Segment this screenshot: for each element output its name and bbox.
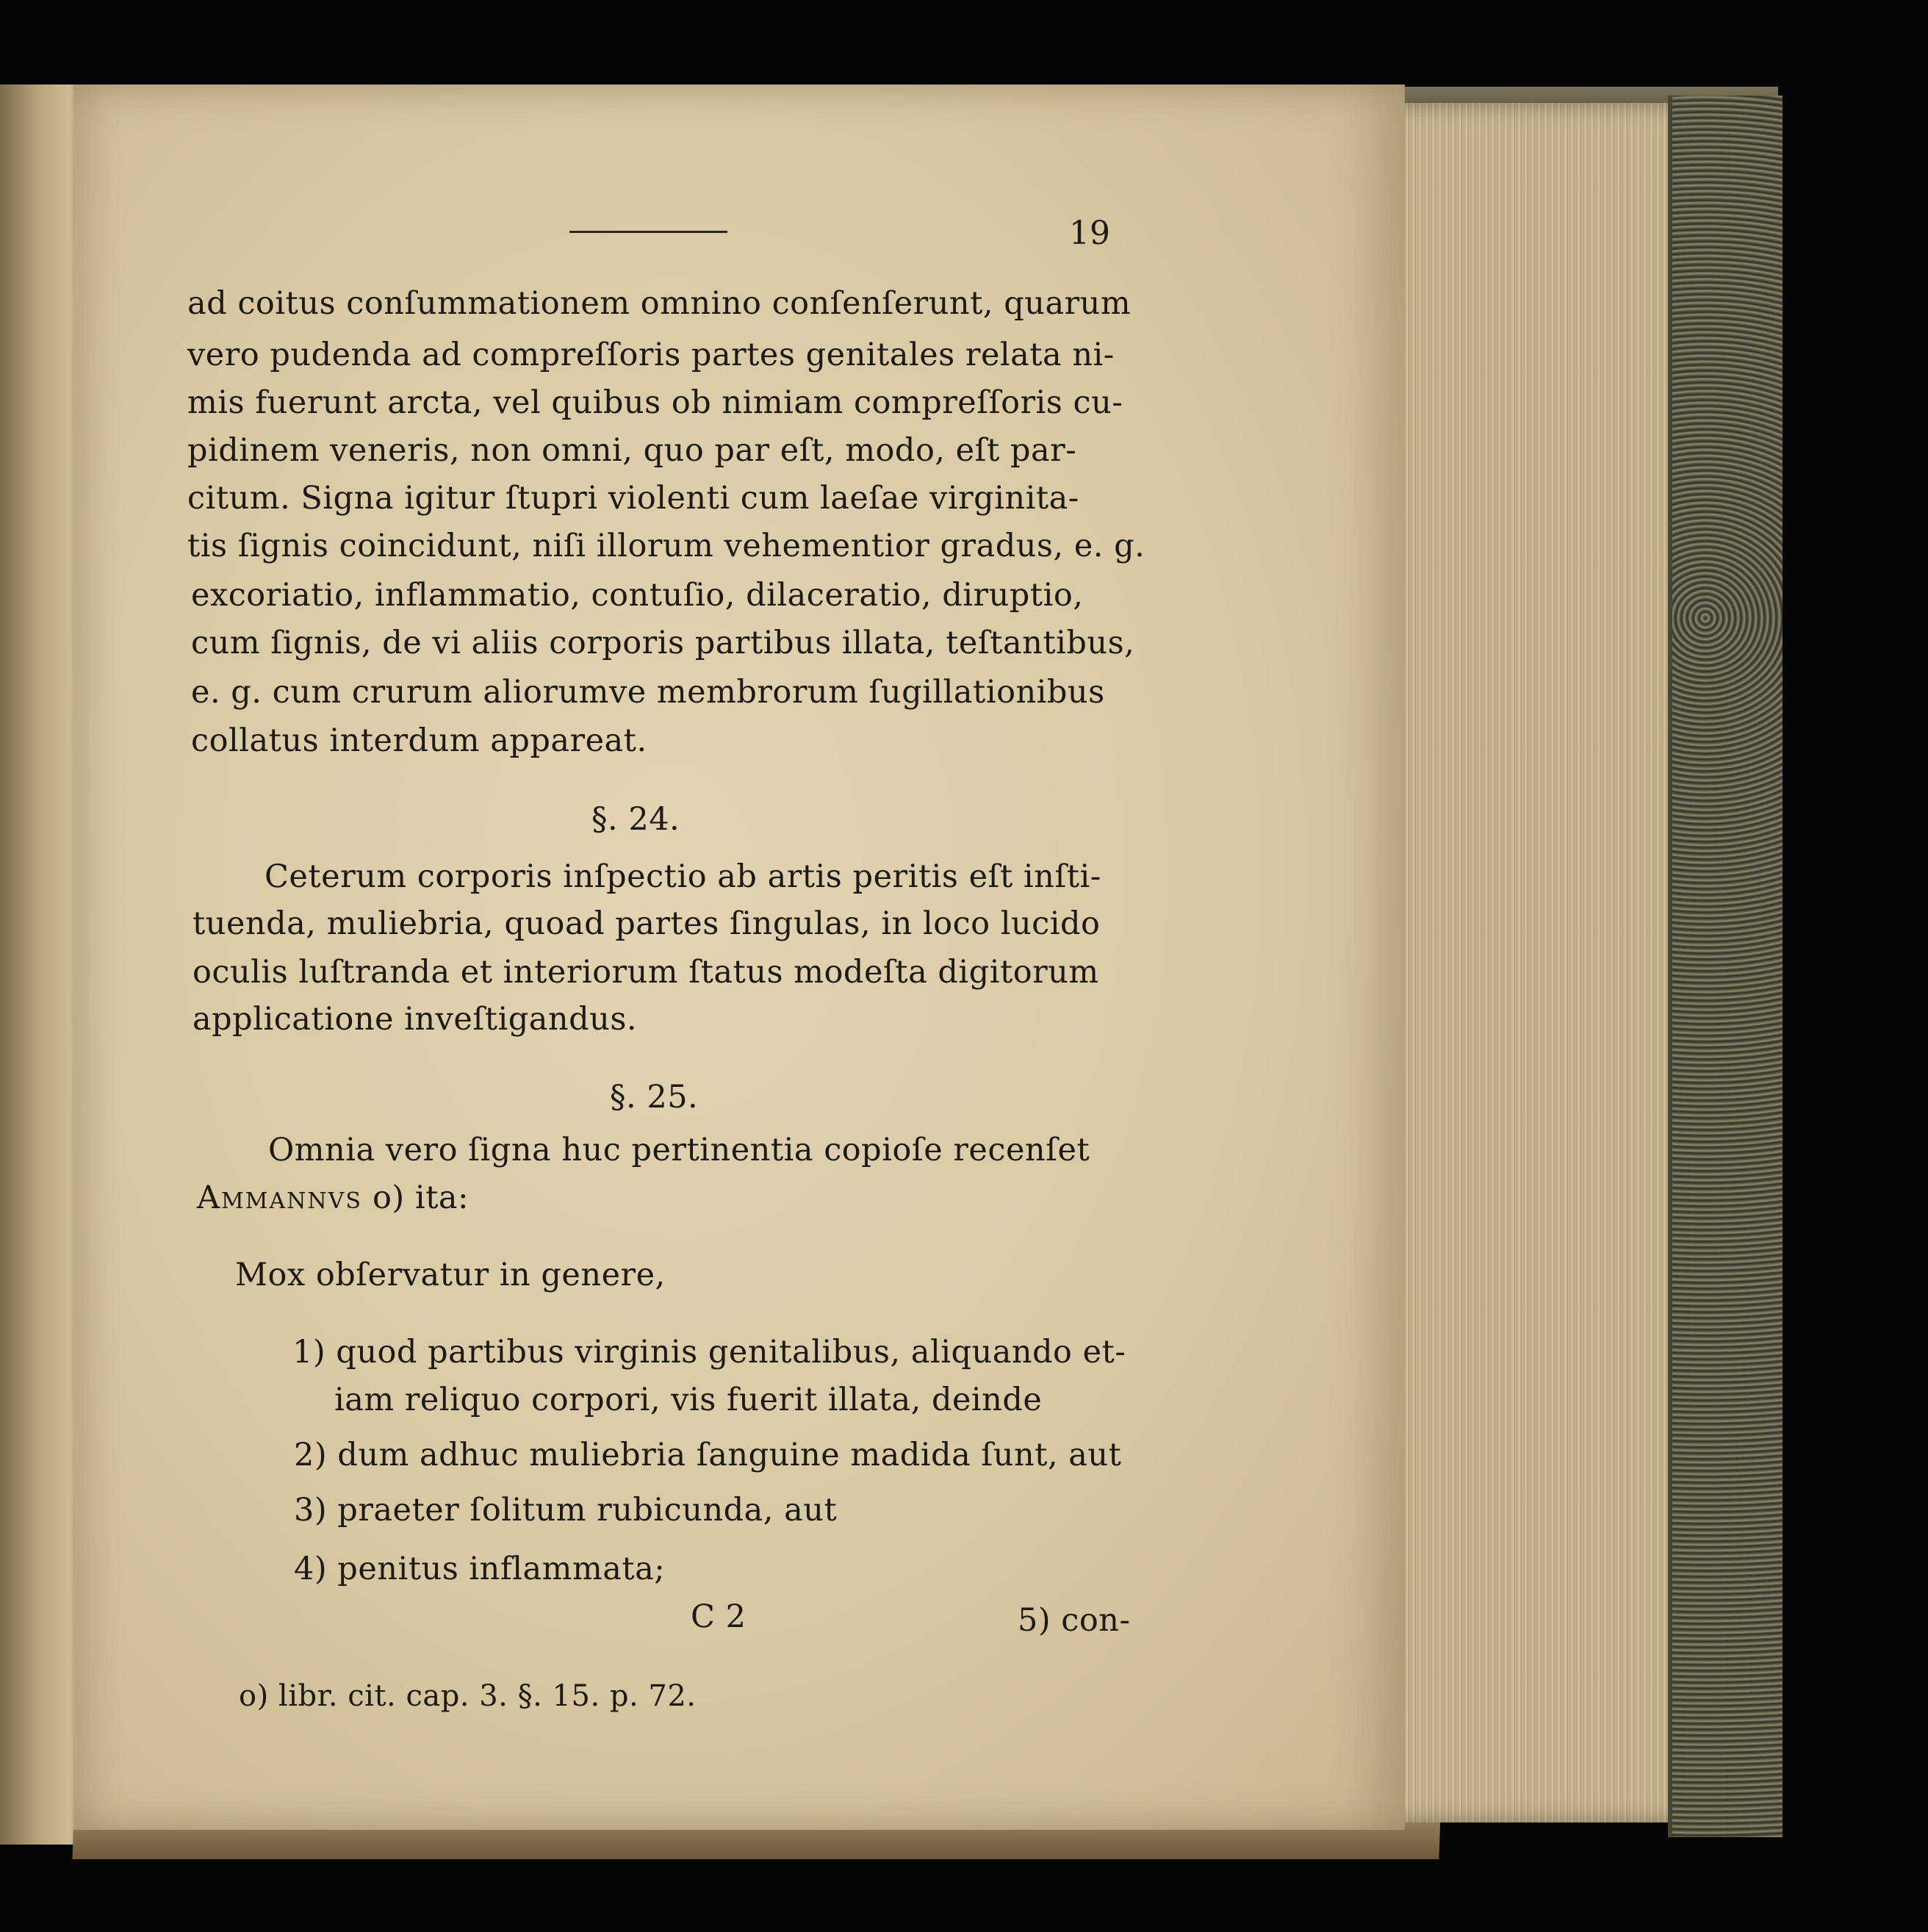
text-line: pidinem veneris, non omni, quo par eſt, modo, eſt par- — [187, 432, 1077, 469]
intro-line: Mox obſervatur in genere, — [235, 1257, 666, 1293]
list-item: 4) penitus inflammata; — [294, 1551, 666, 1587]
text-line: oculis luſtranda et interiorum ſtatus modeſta digitorum — [193, 954, 1099, 991]
list-item: 1) quod partibus virginis genitalibus, aliquando et- — [292, 1334, 1126, 1371]
header-rule — [569, 231, 727, 233]
author-name: Ammannvs — [197, 1179, 362, 1216]
page-number: 19 — [1069, 215, 1110, 252]
signature-mark: C 2 — [691, 1598, 747, 1635]
text-line: citum. Signa igitur ſtupri violenti cum laeſae virginita- — [187, 480, 1079, 517]
list-item: iam reliquo corpori, vis fuerit illata, deinde — [334, 1382, 1043, 1418]
footnote: o) libr. cit. cap. 3. §. 15. p. 72. — [239, 1679, 697, 1713]
catchword: 5) con- — [1018, 1602, 1131, 1639]
author-line — [197, 1179, 469, 1216]
section-heading: §. 25. — [610, 1079, 699, 1116]
page-block-edges — [1396, 103, 1712, 1823]
text-line: collatus interdum appareat. — [191, 722, 647, 759]
text-line: e. g. cum crurum aliorumve membrorum ſugillationibus — [191, 674, 1105, 711]
marbled-cover — [1668, 96, 1783, 1837]
text-line: mis fuerunt arcta, vel quibus ob nimiam compreſſoris cu- — [187, 384, 1123, 421]
text-line: cum ſignis, de vi aliis corporis partibus illata, teſtantibus, — [191, 625, 1135, 661]
text-line: Omnia vero ſigna huc pertinentia copioſe recenſet — [268, 1132, 1090, 1168]
list-item: 2) dum adhuc muliebria ſanguine madida ſunt, aut — [294, 1437, 1122, 1473]
author-suffix: o) ita: — [362, 1179, 470, 1216]
text-line: applicatione inveſtigandus. — [193, 1001, 638, 1038]
list-item: 3) praeter ſolitum rubicunda, aut — [294, 1492, 838, 1529]
text-line: tuenda, muliebria, quoad partes ſingulas, in loco lucido — [193, 905, 1101, 942]
text-line: excoriatio, inflammatio, contuſio, dilaceratio, diruptio, — [191, 577, 1084, 614]
text-line: ad coitus conſummationem omnino conſenſerunt, quarum — [187, 285, 1132, 322]
text-line: tis ſignis coincidunt, niſi illorum vehementior gradus, e. g. — [187, 528, 1145, 564]
section-heading: §. 24. — [591, 801, 680, 838]
text-line: vero pudenda ad compreſſoris partes genitales relata ni- — [187, 337, 1115, 373]
text-line: Ceterum corporis inſpectio ab artis peritis eſt inſti- — [265, 858, 1101, 895]
